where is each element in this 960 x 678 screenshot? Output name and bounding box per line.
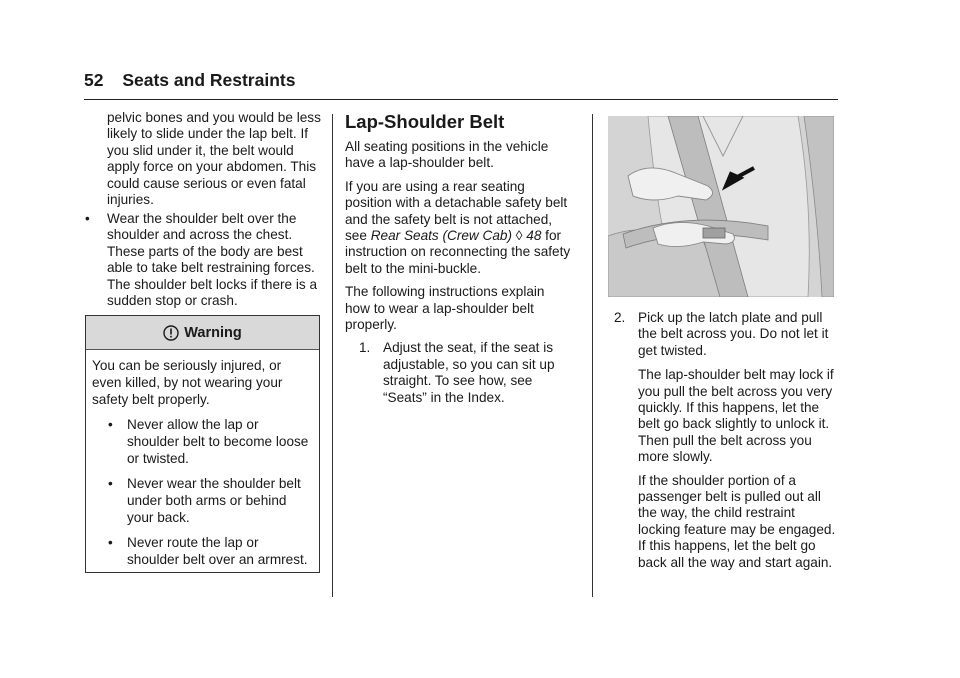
paragraph: If you are using a rear seating position with a detachable safety belt and the safety belt is not attached, see Rear Seats (Crew Cab) ◊ 48 for instruction on reconnecting the safety belt to the mini-buckle.: [345, 178, 571, 276]
column-1-bullet: [85, 211, 322, 317]
section-heading: Lap-Shoulder Belt: [345, 111, 505, 132]
column-1: [107, 110, 322, 215]
step-number: 2.: [614, 310, 626, 325]
column-2: [345, 139, 573, 414]
page-number: 52: [84, 70, 104, 90]
seatbelt-illustration: [608, 116, 834, 297]
paragraph: The lap-shoulder belt may lock if you pull the belt across you very quickly. If this happens, let the belt go back slightly to unlock it. Then pull the belt across you more slowly.: [638, 367, 834, 465]
continuation-text: pelvic bones and you would be less likely to slide under the lap belt. If you slid under it, the belt would apply force on your abdomen. This could cause serious or even fatal injuries.: [107, 110, 321, 208]
section-title: Seats and Restraints: [122, 70, 296, 90]
warning-title: Warning: [184, 324, 242, 341]
paragraph: The following instructions explain how to wear a lap-shoulder belt properly.: [345, 284, 545, 333]
bullet-text: Wear the shoulder belt over the shoulder and across the chest. These parts of the body are best able to take belt restraining forces. The shoulder belt locks if there is a sudden stop or crash.: [107, 211, 318, 309]
cross-reference[interactable]: Rear Seats (Crew Cab): [370, 228, 512, 244]
step-number: 1.: [359, 340, 371, 356]
step-text: Adjust the seat, if the seat is adjustable, so you can sit up straight. To see how, see “Seats” in the Index.: [383, 340, 555, 405]
list-item: • Never route the lap or shoulder belt over an armrest.: [108, 535, 308, 567]
paragraph: All seating positions in the vehicle have a lap-shoulder belt.: [345, 139, 549, 171]
warning-intro: You can be seriously injured, or even killed, by not wearing your safety belt properly.: [92, 358, 283, 407]
step-text: Pick up the latch plate and pull the belt across you. Do not let it get twisted.: [638, 310, 829, 358]
header-rule: [84, 99, 838, 100]
list-item: • Never allow the lap or shoulder belt to become loose or twisted.: [108, 417, 309, 466]
page-ref-number[interactable]: 48: [526, 228, 542, 244]
page-header: [84, 70, 295, 91]
page-ref-icon: ◊: [515, 228, 523, 244]
list-item: [345, 340, 573, 406]
list-item: [85, 211, 322, 309]
warning-header: [86, 316, 319, 350]
list-item: • Never wear the shoulder belt under both arms or behind your back.: [108, 476, 301, 525]
warning-box: [85, 315, 320, 573]
column-divider: [332, 114, 333, 597]
column-divider: [592, 114, 593, 597]
column-3: [607, 310, 840, 578]
paragraph: If the shoulder portion of a passenger belt is pulled out all the way, the child restraint locking feature may be engaged. If this happens, let the belt go back all the way and start again.: [638, 472, 836, 570]
warning-icon: [163, 325, 179, 341]
warning-body: [86, 350, 319, 568]
bullet-mark: •: [85, 211, 90, 226]
list-item: [607, 310, 840, 359]
